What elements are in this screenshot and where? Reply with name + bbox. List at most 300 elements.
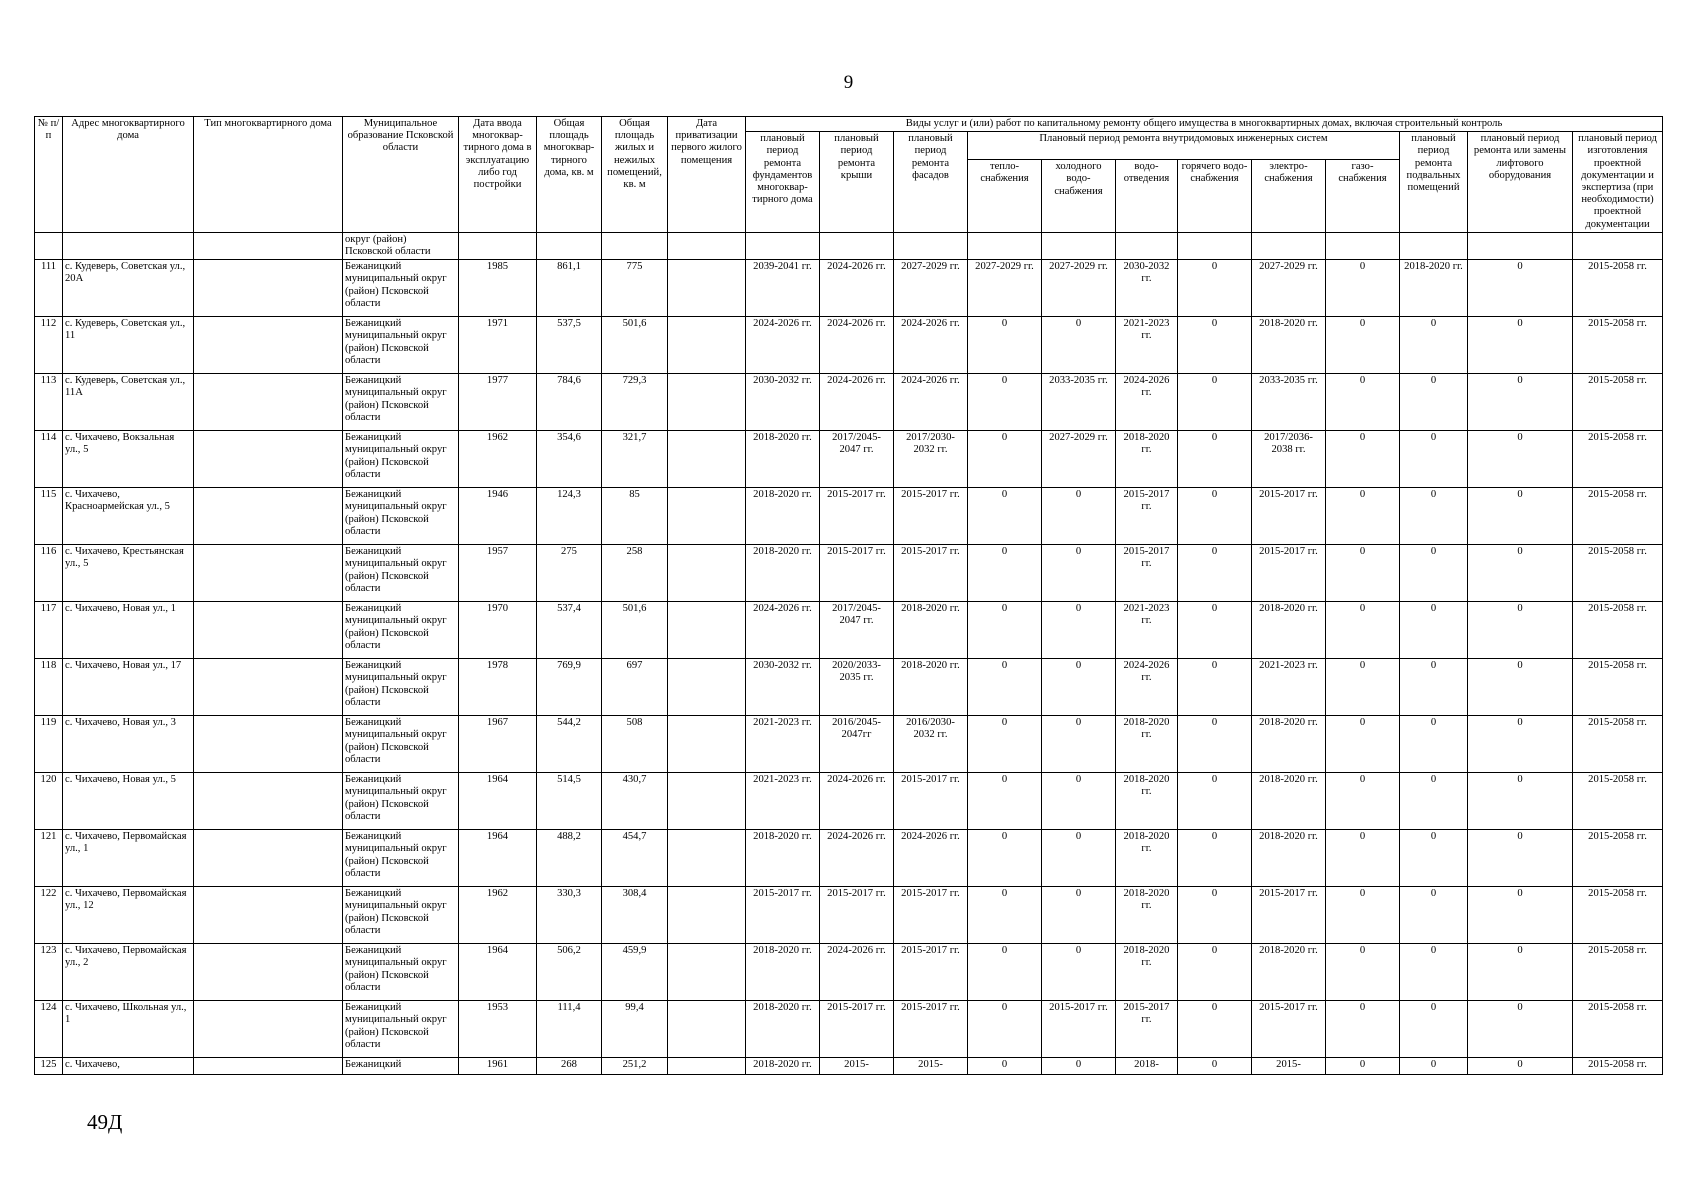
row-roof: 2024-2026 гг. <box>820 260 894 317</box>
row-foundation: 2021-2023 гг. <box>746 773 820 830</box>
row-basement: 0 <box>1400 773 1468 830</box>
row-type <box>194 773 343 830</box>
row-privatization <box>668 944 746 1001</box>
row-type <box>194 659 343 716</box>
row-heat: 0 <box>968 374 1042 431</box>
row-type <box>194 374 343 431</box>
row-elevator: 0 <box>1468 602 1573 659</box>
row-elevator: 0 <box>1468 659 1573 716</box>
row-cold-water: 2015-2017 гг. <box>1042 1001 1116 1058</box>
row-total-area: 268 <box>537 1058 602 1075</box>
row-design: 2015-2058 гг. <box>1573 716 1663 773</box>
row-sewage: 2018-2020 гг. <box>1116 830 1178 887</box>
row-facade: 2016/2030-2032 гг. <box>894 716 968 773</box>
row-roof: 2016/2045-2047гг <box>820 716 894 773</box>
row-premises-area: 321,7 <box>602 431 668 488</box>
row-elevator: 0 <box>1468 716 1573 773</box>
row-hot-water: 0 <box>1178 317 1252 374</box>
row-heat: 0 <box>968 545 1042 602</box>
row-sewage: 2018-2020 гг. <box>1116 716 1178 773</box>
row-number: 123 <box>35 944 63 1001</box>
row-foundation: 2018-2020 гг. <box>746 830 820 887</box>
row-elevator: 0 <box>1468 488 1573 545</box>
capital-repair-table <box>34 116 1663 1075</box>
row-heat: 0 <box>968 830 1042 887</box>
row-year: 1970 <box>459 602 537 659</box>
row-hot-water: 0 <box>1178 659 1252 716</box>
row-basement: 0 <box>1400 317 1468 374</box>
row-electricity: 2017/2036-2038 гг. <box>1252 431 1326 488</box>
row-gas: 0 <box>1326 260 1400 317</box>
row-roof: 2017/2045-2047 гг. <box>820 431 894 488</box>
row-heat: 0 <box>968 488 1042 545</box>
row-total-area: 275 <box>537 545 602 602</box>
row-electricity: 2015-2017 гг. <box>1252 1001 1326 1058</box>
row-roof: 2015-2017 гг. <box>820 488 894 545</box>
row-facade: 2015- <box>894 1058 968 1075</box>
row-hot-water: 0 <box>1178 944 1252 1001</box>
row-facade: 2024-2026 гг. <box>894 830 968 887</box>
row-electricity: 2015-2017 гг. <box>1252 545 1326 602</box>
row-design: 2015-2058 гг. <box>1573 374 1663 431</box>
row-cold-water: 2033-2035 гг. <box>1042 374 1116 431</box>
row-heat: 0 <box>968 1001 1042 1058</box>
row-number: 121 <box>35 830 63 887</box>
row-foundation: 2039-2041 гг. <box>746 260 820 317</box>
row-basement: 0 <box>1400 602 1468 659</box>
row-heat: 0 <box>968 944 1042 1001</box>
row-year: 1946 <box>459 488 537 545</box>
row-design: 2015-2058 гг. <box>1573 944 1663 1001</box>
row-electricity: 2018-2020 гг. <box>1252 773 1326 830</box>
row-basement: 0 <box>1400 545 1468 602</box>
carryover-municipality: округ (район) Псковской области <box>343 232 459 259</box>
row-hot-water: 0 <box>1178 773 1252 830</box>
row-roof: 2024-2026 гг. <box>820 944 894 1001</box>
row-sewage: 2024-2026 гг. <box>1116 659 1178 716</box>
table-row <box>35 887 1663 944</box>
row-total-area: 488,2 <box>537 830 602 887</box>
row-foundation: 2018-2020 гг. <box>746 1058 820 1075</box>
row-roof: 2017/2045-2047 гг. <box>820 602 894 659</box>
row-type <box>194 944 343 1001</box>
row-basement: 0 <box>1400 431 1468 488</box>
row-electricity: 2033-2035 гг. <box>1252 374 1326 431</box>
table-row <box>35 944 1663 1001</box>
row-year: 1977 <box>459 374 537 431</box>
row-foundation: 2024-2026 гг. <box>746 602 820 659</box>
row-facade: 2018-2020 гг. <box>894 602 968 659</box>
row-heat: 2027-2029 гг. <box>968 260 1042 317</box>
table-row <box>35 716 1663 773</box>
row-address: с. Чихачево, Первомайская ул., 1 <box>63 830 194 887</box>
row-gas: 0 <box>1326 1058 1400 1075</box>
row-elevator: 0 <box>1468 773 1573 830</box>
table-row <box>35 317 1663 374</box>
row-roof: 2024-2026 гг. <box>820 317 894 374</box>
row-municipality: Бежаницкий муниципальный округ (район) Псковской области <box>343 317 459 374</box>
row-cold-water: 2027-2029 гг. <box>1042 431 1116 488</box>
row-facade: 2024-2026 гг. <box>894 317 968 374</box>
row-cold-water: 0 <box>1042 716 1116 773</box>
row-elevator: 0 <box>1468 887 1573 944</box>
row-hot-water: 0 <box>1178 887 1252 944</box>
header-roof: плановый период ремонта крыши <box>820 132 894 233</box>
row-hot-water: 0 <box>1178 1001 1252 1058</box>
row-gas: 0 <box>1326 716 1400 773</box>
row-type <box>194 260 343 317</box>
row-municipality: Бежаницкий <box>343 1058 459 1075</box>
row-roof: 2024-2026 гг. <box>820 773 894 830</box>
row-number: 125 <box>35 1058 63 1075</box>
row-cold-water: 0 <box>1042 602 1116 659</box>
row-number: 113 <box>35 374 63 431</box>
row-elevator: 0 <box>1468 317 1573 374</box>
row-sewage: 2018-2020 гг. <box>1116 431 1178 488</box>
row-address: с. Чихачево, Первомайская ул., 12 <box>63 887 194 944</box>
row-year: 1964 <box>459 773 537 830</box>
row-gas: 0 <box>1326 317 1400 374</box>
row-foundation: 2015-2017 гг. <box>746 887 820 944</box>
row-year: 1957 <box>459 545 537 602</box>
row-number: 124 <box>35 1001 63 1058</box>
footer-code: 49Д <box>87 1110 123 1134</box>
header-heat: тепло-снабжения <box>968 160 1042 233</box>
row-sewage: 2018-2020 гг. <box>1116 944 1178 1001</box>
row-premises-area: 308,4 <box>602 887 668 944</box>
row-year: 1964 <box>459 830 537 887</box>
row-premises-area: 501,6 <box>602 602 668 659</box>
row-sewage: 2024-2026 гг. <box>1116 374 1178 431</box>
row-elevator: 0 <box>1468 1001 1573 1058</box>
row-sewage: 2015-2017 гг. <box>1116 488 1178 545</box>
row-type <box>194 887 343 944</box>
table-row <box>35 431 1663 488</box>
row-cold-water: 0 <box>1042 830 1116 887</box>
row-premises-area: 85 <box>602 488 668 545</box>
row-gas: 0 <box>1326 602 1400 659</box>
row-design: 2015-2058 гг. <box>1573 545 1663 602</box>
row-address: с. Кудеверь, Советская ул., 11А <box>63 374 194 431</box>
row-number: 116 <box>35 545 63 602</box>
row-premises-area: 697 <box>602 659 668 716</box>
row-foundation: 2018-2020 гг. <box>746 944 820 1001</box>
row-hot-water: 0 <box>1178 374 1252 431</box>
row-type <box>194 545 343 602</box>
row-premises-area: 508 <box>602 716 668 773</box>
header-engineering-group: Плановый период ремонта внутридомовых инженерных систем <box>968 132 1400 160</box>
row-facade: 2017/2030-2032 гг. <box>894 431 968 488</box>
row-cold-water: 0 <box>1042 773 1116 830</box>
table-row <box>35 260 1663 317</box>
row-foundation: 2021-2023 гг. <box>746 716 820 773</box>
row-design: 2015-2058 гг. <box>1573 488 1663 545</box>
row-facade: 2015-2017 гг. <box>894 773 968 830</box>
table-row <box>35 1001 1663 1058</box>
row-electricity: 2018-2020 гг. <box>1252 830 1326 887</box>
row-heat: 0 <box>968 716 1042 773</box>
row-total-area: 330,3 <box>537 887 602 944</box>
row-hot-water: 0 <box>1178 260 1252 317</box>
row-design: 2015-2058 гг. <box>1573 659 1663 716</box>
row-gas: 0 <box>1326 773 1400 830</box>
row-privatization <box>668 659 746 716</box>
row-total-area: 354,6 <box>537 431 602 488</box>
header-type: Тип многоквартирного дома <box>194 117 343 233</box>
row-gas: 0 <box>1326 659 1400 716</box>
row-hot-water: 0 <box>1178 602 1252 659</box>
row-number: 118 <box>35 659 63 716</box>
header-foundation: плановый период ремонта фундаментов многоквар-тирного дома <box>746 132 820 233</box>
row-design: 2015-2058 гг. <box>1573 260 1663 317</box>
row-basement: 0 <box>1400 944 1468 1001</box>
header-elevator: плановый период ремонта или замены лифтового оборудования <box>1468 132 1573 233</box>
row-heat: 0 <box>968 1058 1042 1075</box>
row-heat: 0 <box>968 431 1042 488</box>
row-foundation: 2018-2020 гг. <box>746 488 820 545</box>
row-privatization <box>668 431 746 488</box>
row-year: 1961 <box>459 1058 537 1075</box>
row-sewage: 2018- <box>1116 1058 1178 1075</box>
row-basement: 0 <box>1400 1058 1468 1075</box>
row-year: 1964 <box>459 944 537 1001</box>
row-privatization <box>668 602 746 659</box>
row-design: 2015-2058 гг. <box>1573 887 1663 944</box>
row-facade: 2015-2017 гг. <box>894 545 968 602</box>
row-basement: 0 <box>1400 887 1468 944</box>
row-municipality: Бежаницкий муниципальный округ (район) Псковской области <box>343 602 459 659</box>
row-number: 120 <box>35 773 63 830</box>
table-row <box>35 545 1663 602</box>
row-type <box>194 431 343 488</box>
carryover-row <box>35 232 1663 259</box>
row-basement: 0 <box>1400 488 1468 545</box>
row-elevator: 0 <box>1468 431 1573 488</box>
row-basement: 0 <box>1400 830 1468 887</box>
row-foundation: 2018-2020 гг. <box>746 1001 820 1058</box>
row-premises-area: 430,7 <box>602 773 668 830</box>
row-total-area: 784,6 <box>537 374 602 431</box>
row-facade: 2015-2017 гг. <box>894 944 968 1001</box>
row-address: с. Кудеверь, Советская ул., 11 <box>63 317 194 374</box>
row-design: 2015-2058 гг. <box>1573 602 1663 659</box>
row-privatization <box>668 830 746 887</box>
row-heat: 0 <box>968 773 1042 830</box>
row-electricity: 2027-2029 гг. <box>1252 260 1326 317</box>
header-cold-water: холодного водо-снабжения <box>1042 160 1116 233</box>
row-address: с. Чихачево, <box>63 1058 194 1075</box>
row-number: 112 <box>35 317 63 374</box>
header-num: № п/п <box>35 117 63 233</box>
row-electricity: 2018-2020 гг. <box>1252 317 1326 374</box>
row-design: 2015-2058 гг. <box>1573 1001 1663 1058</box>
row-municipality: Бежаницкий муниципальный округ (район) Псковской области <box>343 944 459 1001</box>
row-electricity: 2021-2023 гг. <box>1252 659 1326 716</box>
row-year: 1967 <box>459 716 537 773</box>
row-roof: 2024-2026 гг. <box>820 830 894 887</box>
row-premises-area: 775 <box>602 260 668 317</box>
row-sewage: 2030-2032 гг. <box>1116 260 1178 317</box>
row-address: с. Чихачево, Новая ул., 1 <box>63 602 194 659</box>
row-number: 122 <box>35 887 63 944</box>
header-address: Адрес многоквартирного дома <box>63 117 194 233</box>
row-municipality: Бежаницкий муниципальный округ (район) Псковской области <box>343 830 459 887</box>
row-premises-area: 454,7 <box>602 830 668 887</box>
row-municipality: Бежаницкий муниципальный округ (район) Псковской области <box>343 488 459 545</box>
row-electricity: 2018-2020 гг. <box>1252 602 1326 659</box>
row-municipality: Бежаницкий муниципальный округ (район) Псковской области <box>343 431 459 488</box>
row-foundation: 2030-2032 гг. <box>746 374 820 431</box>
row-premises-area: 99,4 <box>602 1001 668 1058</box>
row-basement: 2018-2020 гг. <box>1400 260 1468 317</box>
header-facade: плановый период ремонта фасадов <box>894 132 968 233</box>
row-number: 114 <box>35 431 63 488</box>
row-elevator: 0 <box>1468 944 1573 1001</box>
row-roof: 2015-2017 гг. <box>820 1001 894 1058</box>
page-number: 9 <box>843 72 854 93</box>
row-total-area: 111,4 <box>537 1001 602 1058</box>
header-gas: газо-снабжения <box>1326 160 1400 233</box>
header-works-group: Виды услуг и (или) работ по капитальному ремонту общего имущества в многоквартирных домах, включая строительный контроль <box>746 117 1663 132</box>
row-design: 2015-2058 гг. <box>1573 317 1663 374</box>
row-premises-area: 251,2 <box>602 1058 668 1075</box>
row-privatization <box>668 716 746 773</box>
row-total-area: 544,2 <box>537 716 602 773</box>
row-gas: 0 <box>1326 1001 1400 1058</box>
row-number: 119 <box>35 716 63 773</box>
row-cold-water: 0 <box>1042 887 1116 944</box>
row-roof: 2015-2017 гг. <box>820 887 894 944</box>
row-cold-water: 0 <box>1042 1058 1116 1075</box>
row-municipality: Бежаницкий муниципальный округ (район) Псковской области <box>343 374 459 431</box>
header-commission-date: Дата ввода многоквар-тирного дома в эксплуатацию либо год постройки <box>459 117 537 233</box>
row-municipality: Бежаницкий муниципальный округ (район) Псковской области <box>343 716 459 773</box>
row-privatization <box>668 545 746 602</box>
row-year: 1978 <box>459 659 537 716</box>
row-sewage: 2015-2017 гг. <box>1116 545 1178 602</box>
row-cold-water: 0 <box>1042 659 1116 716</box>
row-type <box>194 602 343 659</box>
row-heat: 0 <box>968 659 1042 716</box>
row-electricity: 2018-2020 гг. <box>1252 716 1326 773</box>
header-premises-area: Общая площадь жилых и нежилых помещений, кв. м <box>602 117 668 233</box>
row-address: с. Чихачево, Красноармейская ул., 5 <box>63 488 194 545</box>
row-address: с. Кудеверь, Советская ул., 20А <box>63 260 194 317</box>
header-municipality: Муниципальное образование Псковской области <box>343 117 459 233</box>
row-address: с. Чихачево, Школьная ул., 1 <box>63 1001 194 1058</box>
row-privatization <box>668 317 746 374</box>
row-gas: 0 <box>1326 431 1400 488</box>
row-premises-area: 258 <box>602 545 668 602</box>
row-sewage: 2021-2023 гг. <box>1116 602 1178 659</box>
row-year: 1962 <box>459 887 537 944</box>
header-hot-water: горячего водо-снабжения <box>1178 160 1252 233</box>
row-heat: 0 <box>968 602 1042 659</box>
row-type <box>194 1058 343 1075</box>
row-privatization <box>668 1001 746 1058</box>
table-row <box>35 1058 1663 1075</box>
row-address: с. Чихачево, Вокзальная ул., 5 <box>63 431 194 488</box>
row-gas: 0 <box>1326 374 1400 431</box>
row-gas: 0 <box>1326 488 1400 545</box>
row-heat: 0 <box>968 887 1042 944</box>
row-basement: 0 <box>1400 716 1468 773</box>
row-address: с. Чихачево, Новая ул., 17 <box>63 659 194 716</box>
row-roof: 2015- <box>820 1058 894 1075</box>
row-facade: 2015-2017 гг. <box>894 887 968 944</box>
row-hot-water: 0 <box>1178 830 1252 887</box>
row-municipality: Бежаницкий муниципальный округ (район) Псковской области <box>343 773 459 830</box>
row-type <box>194 716 343 773</box>
table-row <box>35 488 1663 545</box>
row-hot-water: 0 <box>1178 431 1252 488</box>
row-municipality: Бежаницкий муниципальный округ (район) Псковской области <box>343 260 459 317</box>
header-sewage: водо-отведения <box>1116 160 1178 233</box>
row-type <box>194 1001 343 1058</box>
row-gas: 0 <box>1326 830 1400 887</box>
row-year: 1953 <box>459 1001 537 1058</box>
row-design: 2015-2058 гг. <box>1573 1058 1663 1075</box>
row-type <box>194 317 343 374</box>
row-hot-water: 0 <box>1178 716 1252 773</box>
row-foundation: 2024-2026 гг. <box>746 317 820 374</box>
row-sewage: 2021-2023 гг. <box>1116 317 1178 374</box>
row-facade: 2015-2017 гг. <box>894 488 968 545</box>
row-electricity: 2015-2017 гг. <box>1252 488 1326 545</box>
row-privatization <box>668 1058 746 1075</box>
row-number: 117 <box>35 602 63 659</box>
row-elevator: 0 <box>1468 545 1573 602</box>
row-total-area: 537,4 <box>537 602 602 659</box>
table-row <box>35 830 1663 887</box>
row-municipality: Бежаницкий муниципальный округ (район) Псковской области <box>343 887 459 944</box>
row-gas: 0 <box>1326 545 1400 602</box>
row-premises-area: 729,3 <box>602 374 668 431</box>
row-sewage: 2018-2020 гг. <box>1116 887 1178 944</box>
row-sewage: 2015-2017 гг. <box>1116 1001 1178 1058</box>
header-electricity: электро-снабжения <box>1252 160 1326 233</box>
row-basement: 0 <box>1400 374 1468 431</box>
row-number: 115 <box>35 488 63 545</box>
row-total-area: 124,3 <box>537 488 602 545</box>
row-cold-water: 2027-2029 гг. <box>1042 260 1116 317</box>
row-municipality: Бежаницкий муниципальный округ (район) Псковской области <box>343 659 459 716</box>
row-hot-water: 0 <box>1178 488 1252 545</box>
row-gas: 0 <box>1326 887 1400 944</box>
row-sewage: 2018-2020 гг. <box>1116 773 1178 830</box>
row-hot-water: 0 <box>1178 545 1252 602</box>
table-row <box>35 773 1663 830</box>
row-electricity: 2018-2020 гг. <box>1252 944 1326 1001</box>
row-year: 1962 <box>459 431 537 488</box>
row-total-area: 769,9 <box>537 659 602 716</box>
row-basement: 0 <box>1400 659 1468 716</box>
row-foundation: 2030-2032 гг. <box>746 659 820 716</box>
row-privatization <box>668 773 746 830</box>
row-electricity: 2015- <box>1252 1058 1326 1075</box>
table-body <box>35 232 1663 1074</box>
row-total-area: 514,5 <box>537 773 602 830</box>
row-address: с. Чихачево, Крестьянская ул., 5 <box>63 545 194 602</box>
row-electricity: 2015-2017 гг. <box>1252 887 1326 944</box>
row-design: 2015-2058 гг. <box>1573 773 1663 830</box>
row-basement: 0 <box>1400 1001 1468 1058</box>
row-roof: 2015-2017 гг. <box>820 545 894 602</box>
row-municipality: Бежаницкий муниципальный округ (район) Псковской области <box>343 1001 459 1058</box>
row-premises-area: 501,6 <box>602 317 668 374</box>
row-privatization <box>668 374 746 431</box>
row-roof: 2024-2026 гг. <box>820 374 894 431</box>
